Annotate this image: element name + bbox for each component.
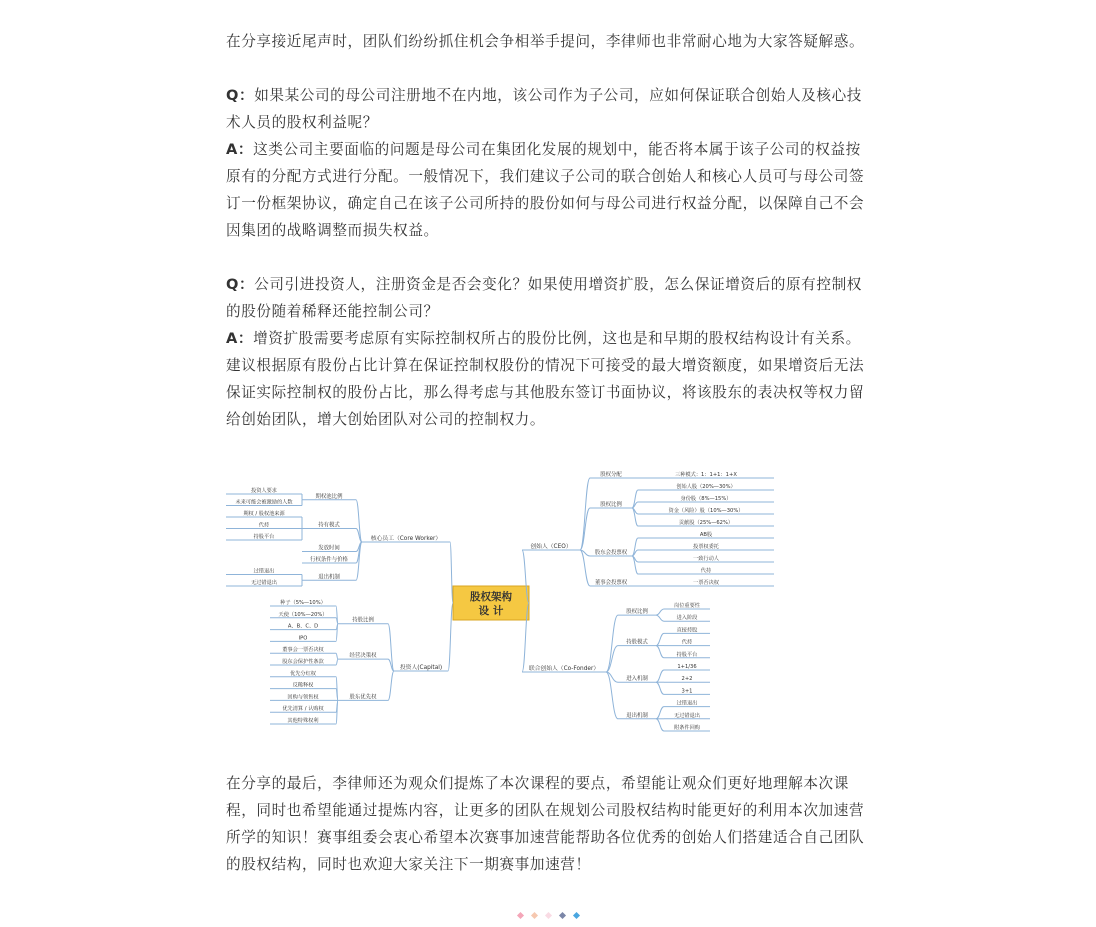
co-founder-item-link-1-0	[656, 633, 664, 645]
core-worker-group-3: 行权条件与价格	[310, 557, 348, 563]
ceo-group-link-0	[580, 478, 590, 550]
co-founder-group-1: 持股模式	[626, 639, 648, 646]
core-worker-group-2: 发放时间	[318, 545, 340, 552]
ceo-item-3-0: 一票否决权	[693, 580, 719, 586]
q-label: Q：	[226, 276, 255, 293]
capital-group-0: 持股比例	[352, 617, 374, 624]
answer-text: 增资扩股需要考虑原有实际控制权所占的股份比例，这也是和早期的股权结构设计有关系。建议根据原有股份占比计算在保证控制权股份的情况下可接受的最大增资额度，如果增资后无法保证实际控制权的股份占比，那么得考虑与其他股东签订书面协议，将该股东的表决权等权力留给创始团队，增大创始团队对公司的控制权力。	[226, 330, 865, 428]
capital-item-0-1: 天使（10%—20%）	[278, 611, 328, 618]
co-founder-item-link-0-0	[656, 609, 664, 615]
question-text: 公司引进投资人，注册资金是否会变化？如果使用增资扩股，怎么保证增资后的原有控制权的股份随着稀释还能控制公司？	[226, 276, 862, 320]
co-founder-group-link-1	[606, 646, 618, 672]
co-founder-item-link-2-0	[656, 670, 664, 682]
divider-dot-4	[559, 912, 566, 919]
ceo-item-2-0: AB股	[699, 532, 713, 538]
ceo-item-1-0: 创始人股（20%—30%）	[676, 484, 736, 490]
equity-structure-mindmap	[226, 466, 786, 750]
capital-item-0-0: 种子（5%—10%）	[280, 600, 326, 606]
core-worker-link	[450, 542, 453, 603]
co-founder-label: 联合创始人（Co-Fonder）	[528, 666, 600, 672]
co-founder-item-link-1-2	[656, 646, 664, 658]
co-founder-item-2-0: 1+1/36	[677, 664, 697, 670]
divider-dot-1	[517, 912, 524, 919]
co-founder-item-link-0-1	[656, 615, 664, 621]
core-worker-label: 核心员工（Core Worker）	[370, 536, 442, 542]
co-founder-item-link-3-0	[656, 707, 664, 719]
ceo-group-2: 股东会投票权	[594, 550, 628, 556]
ceo-group-3: 董事会投票权	[594, 580, 628, 586]
capital-item-2-0: 优先分红权	[290, 670, 316, 677]
capital-item-1-0: 董事会一票否决权	[282, 647, 324, 654]
capital-group-1: 经营决策权	[349, 653, 377, 660]
closing-section	[226, 770, 872, 878]
core-worker-item-1-0: 期权 / 股权池来源	[243, 511, 285, 517]
ceo-item-1-1: 身份股（8%—15%）	[680, 496, 732, 502]
mindmap-canvas	[226, 466, 786, 746]
core-worker-group-4: 退出机制	[318, 574, 340, 581]
ceo-item-2-3: 代持	[700, 568, 712, 574]
answer-1	[226, 136, 872, 244]
closing-paragraph: 在分享的最后，李律师还为观众们提炼了本次课程的要点，希望能让观众们更好地理解本次课程，同时也希望能通过提炼内容，让更多的团队在规划公司股权结构时能更好的利用本次加速营所学的知识！赛事组委会衷心希望本次赛事加速营能帮助各位优秀的创始人们搭建适合自己团队的股权结构，同时也欢迎大家关注下一期赛事加速营！	[226, 775, 865, 873]
capital-group-link-2	[388, 671, 394, 700]
ceo-item-2-2: 一致行动人	[693, 556, 719, 562]
co-founder-group-link-3	[606, 672, 618, 719]
co-founder-item-1-2: 持股平台	[676, 651, 698, 658]
center-node-subtitle: 设 计	[478, 605, 504, 617]
capital-item-2-3: 优先清算 / 认购权	[282, 706, 324, 713]
capital-label: 投资人(Capital)	[399, 665, 443, 671]
ceo-item-1-2: 资金（风险）股（10%—30%）	[668, 508, 744, 514]
co-founder-group-2: 进入机制	[626, 676, 648, 683]
capital-item-2-4: 其他特殊权利	[287, 718, 319, 724]
core-worker-group-1: 持有模式	[318, 522, 340, 529]
ceo-group-0: 股权分配	[600, 472, 622, 478]
divider-dot-2	[531, 912, 538, 919]
a-label: A：	[226, 330, 254, 347]
center-node-title: 股权架构	[470, 591, 512, 603]
ceo-group-1: 股权比例	[600, 502, 622, 508]
intro-paragraph: 在分享接近尾声时，团队们纷纷抓住机会争相举手提问，李律师也非常耐心地为大家答疑解惑。	[226, 33, 865, 50]
ceo-label: 创始人（CEO）	[530, 544, 572, 550]
capital-item-2-1: 反稀释权	[292, 682, 314, 689]
co-founder-group-3: 退出机制	[626, 712, 648, 719]
co-founder-item-2-1: 2+2	[681, 676, 693, 683]
capital-item-link-1-0	[336, 653, 338, 659]
capital-item-2-2: 回购与领售权	[287, 694, 319, 701]
core-worker-group-0: 期权池比例	[315, 493, 343, 500]
co-founder-item-0-1: 进入阶段	[676, 615, 698, 622]
co-founder-item-1-0: 直接持股	[676, 627, 698, 634]
divider-dot-3	[545, 912, 552, 919]
core-worker-item-0-0: 投资人要求	[251, 488, 277, 494]
co-founder-item-3-1: 无过错退出	[674, 712, 700, 719]
question-2	[226, 271, 872, 325]
ceo-item-2-1: 投票权委托	[693, 544, 719, 550]
decorative-divider	[516, 910, 580, 924]
capital-link	[448, 603, 453, 671]
core-worker-item-4-1: 无过错退出	[251, 580, 277, 586]
divider-dot-5	[573, 912, 580, 919]
a-label: A：	[226, 141, 254, 158]
co-founder-item-2-2: 3+1	[681, 688, 693, 695]
capital-item-link-1-1	[336, 659, 338, 665]
capital-group-2: 股东优先权	[349, 694, 377, 701]
co-founder-item-link-2-2	[656, 682, 664, 694]
co-founder-item-0-0: 岗位重要性	[674, 603, 700, 609]
ceo-item-0-0: 三种模式：1：1+1：1+X	[675, 472, 737, 478]
co-founder-item-1-1: 代持	[681, 639, 693, 646]
article-body	[226, 28, 872, 433]
co-founder-group-0: 股权比例	[626, 609, 648, 616]
question-1	[226, 82, 872, 136]
co-founder-item-link-3-2	[656, 719, 664, 731]
q-label: Q：	[226, 87, 255, 104]
ceo-item-1-3: 贡献股（25%—62%）	[678, 520, 734, 526]
question-text: 如果某公司的母公司注册地不在内地，该公司作为子公司，应如何保证联合创始人及核心技术人员的股权利益呢？	[226, 87, 862, 131]
capital-item-0-2: A、B、C、D	[287, 623, 319, 630]
capital-item-1-1: 股东会保护性条款	[282, 659, 324, 665]
answer-text: 这类公司主要面临的问题是母公司在集团化发展的规划中，能否将本属于该子公司的权益按原有的分配方式进行分配。一般情况下，我们建议子公司的联合创始人和核心人员可与母公司签订一份框架协议，确定自己在该子公司所持的股份如何与母公司进行权益分配，以保障自己不会因集团的战略调整而损失权益。	[226, 141, 865, 239]
core-worker-item-0-1: 未来可能会被激励的人数	[235, 499, 293, 506]
co-founder-item-3-2: 附条件回购	[674, 725, 700, 731]
co-founder-group-link-0	[606, 615, 618, 672]
core-worker-item-1-2: 持股平台	[253, 534, 275, 540]
core-worker-item-1-1: 代持	[258, 522, 270, 529]
co-founder-item-3-0: 过错退出	[676, 700, 698, 707]
core-worker-item-4-0: 过错退出	[253, 568, 275, 575]
capital-item-0-3: IPO	[298, 635, 308, 642]
answer-2	[226, 325, 872, 433]
